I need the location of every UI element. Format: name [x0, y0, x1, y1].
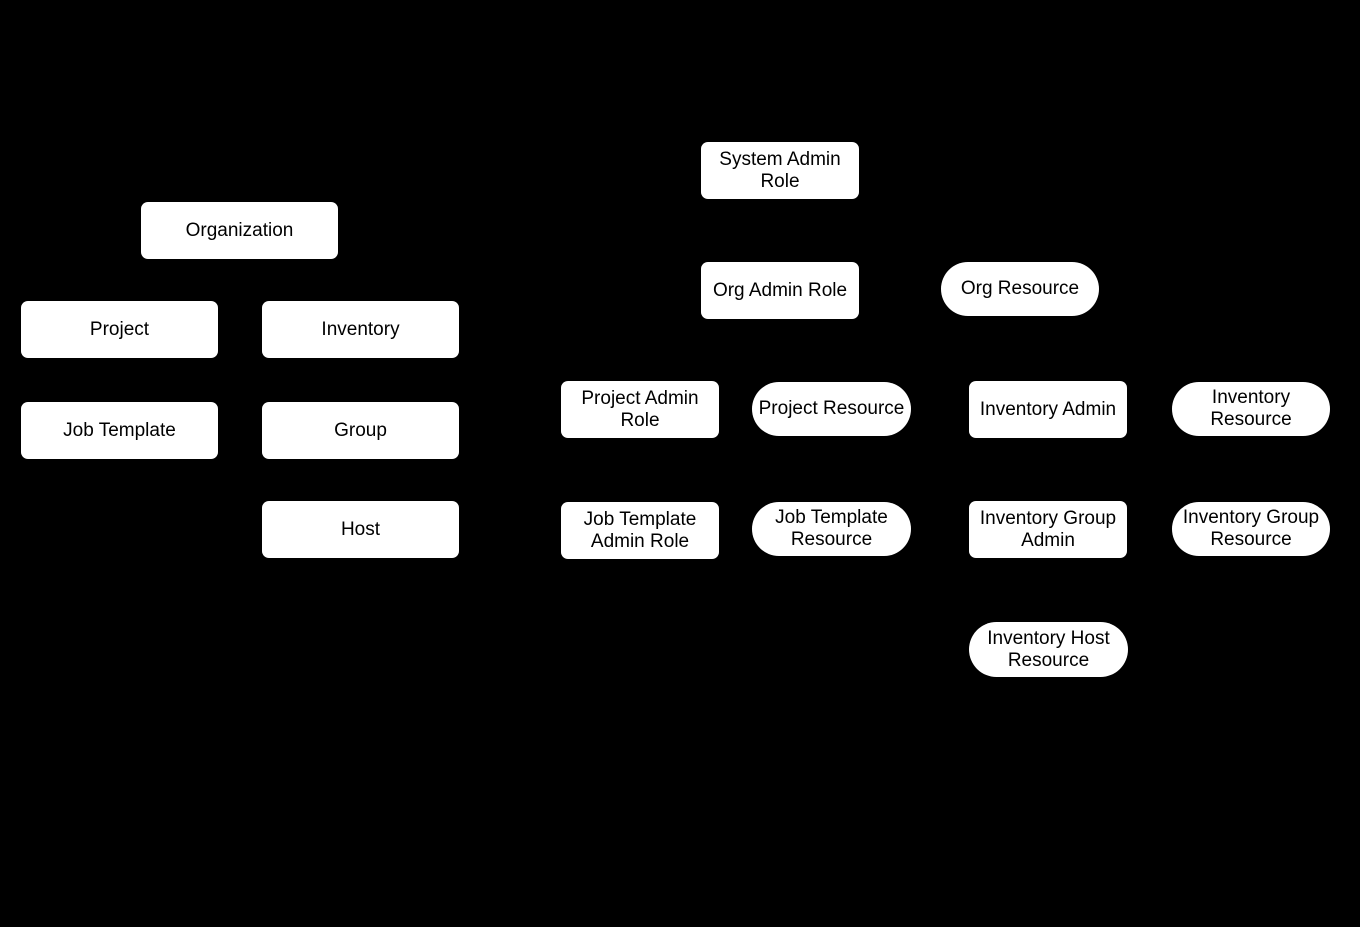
diagram-node-inventory-admin: Inventory Admin	[969, 381, 1127, 438]
diagram-node-inventory: Inventory	[262, 301, 459, 358]
diagram-node-inventory-host-resource: Inventory Host Resource	[969, 622, 1128, 677]
diagram-node-org-resource: Org Resource	[941, 262, 1099, 316]
diagram-node-org-admin-role: Org Admin Role	[701, 262, 859, 319]
diagram-node-project-admin-role: Project Admin Role	[561, 381, 719, 438]
diagram-node-inventory-group-admin: Inventory Group Admin	[969, 501, 1127, 558]
diagram-node-organization: Organization	[141, 202, 338, 259]
diagram-node-job-template: Job Template	[21, 402, 218, 459]
diagram-node-system-admin-role: System Admin Role	[701, 142, 859, 199]
diagram-node-project: Project	[21, 301, 218, 358]
diagram-node-job-template-resource: Job Template Resource	[752, 502, 911, 556]
diagram-node-job-template-admin-role: Job Template Admin Role	[561, 502, 719, 559]
diagram-node-project-resource: Project Resource	[752, 382, 911, 436]
diagram-node-group: Group	[262, 402, 459, 459]
diagram-node-host: Host	[262, 501, 459, 558]
diagram-node-inventory-resource: Inventory Resource	[1172, 382, 1330, 436]
diagram-node-inventory-group-resource: Inventory Group Resource	[1172, 502, 1330, 556]
